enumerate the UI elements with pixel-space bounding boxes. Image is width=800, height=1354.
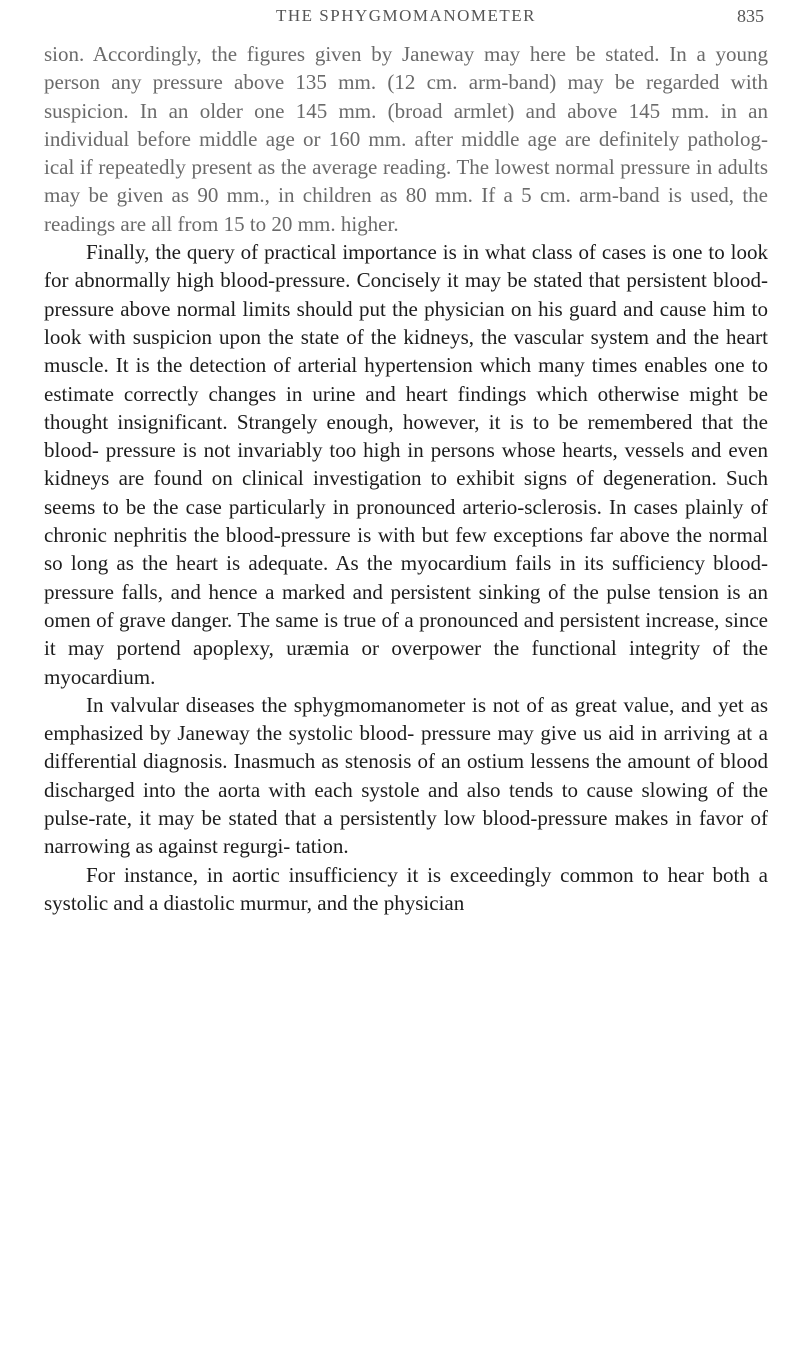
paragraph-blood-pressure-cases: Finally, the query of practical importance is in what class of cases is one to look for abnormally high blood-pressure. Concisely it may be stated that persistent blood-pressure above normal limits should put the physician on his guard and cause him to look with suspicion upon the state of the kidneys, the vascular system and the heart muscle. It is the detection of arterial hypertension which many times enables one to estimate correctly changes in urine and heart findings which otherwise might be thought insignificant. Strangely enough, however, it is to be remembered that the blood- pressure is not invariably too high in persons whose hearts, vessels and even kidneys are found on clinical investigation to exhibit signs of degeneration. Such seems to be the case particularly in pronounced arterio-sclerosis. In cases plainly of chronic nephritis the blood-pressure is with but few exceptions far above the normal so long as the heart is adequate. As the myocardium fails in its sufficiency blood-pressure falls, and hence a marked and persistent sinking of the pulse tension is an omen of grave danger. The same is true of a pronounced and persistent increase, since it may portend apoplexy, uræmia or overpower the functional integrity of the myocardium.: [44, 240, 768, 689]
running-head: [44, 6, 768, 36]
book-page: [44, 0, 768, 1354]
paragraph-aortic-insufficiency: For instance, in aortic insufficiency it is exceedingly common to hear both a systolic and a diastolic murmur, and the physician: [44, 862, 768, 915]
paragraph-continuation: sion. Accordingly, the figures given by Janeway may here be stated. In a young person any pressure above 135 mm. (12 cm. arm-band) may be regarded with suspicion. In an older one 145 mm. (broad armlet) and above 145 mm. in an individual before middle age or 160 mm. after middle age are definitely patholog- ical if repeatedly present as the average reading. The lowest normal pressure in adults may be given as 90 mm., in children as 80 mm. If a 5 cm. arm-band is used, the readings are all from 15 to 20 mm. higher.: [44, 42, 768, 236]
paragraph-valvular-diseases: In valvular diseases the sphygmomanometer is not of as great value, and yet as emphasized by Janeway the systolic blood- pressure may give us aid in arriving at a differential diagnosis. Inasmuch as stenosis of an ostium lessens the amount of blood discharged into the aorta with each systole and also tends to cause slowing of the pulse-rate, it may be stated that a persistently low blood-pressure makes in favor of narrowing as against regurgi- tation.: [44, 692, 768, 859]
body-text: [44, 40, 768, 917]
page-number: 835: [737, 6, 764, 26]
running-title: THE SPHYGMOMANOMETER: [276, 6, 536, 25]
